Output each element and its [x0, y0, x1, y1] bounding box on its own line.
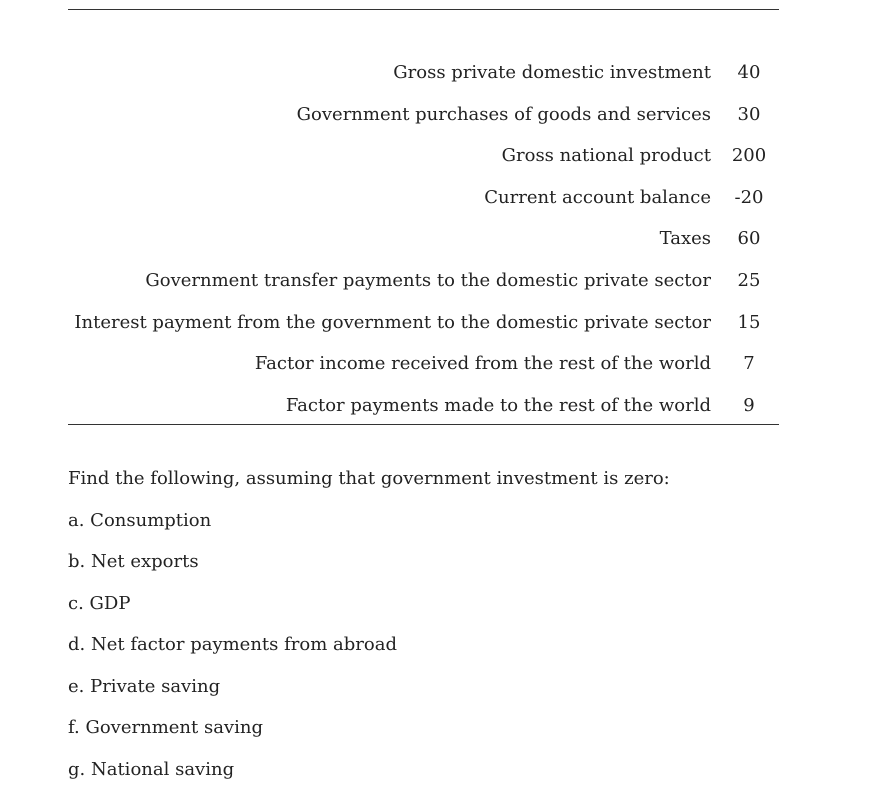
table-row: [68, 218, 779, 260]
data-table: [68, 52, 779, 426]
question-prompt: Find the following, assuming that government investment is zero:: [68, 468, 670, 489]
list-item: g. National saving: [68, 758, 235, 780]
row-label: Gross private domestic investment: [393, 62, 711, 83]
list-item: a. Consumption: [68, 509, 212, 531]
row-label: Interest payment from the government to the domestic private sector: [74, 311, 711, 333]
question-block: [68, 458, 828, 790]
row-value: 60: [737, 228, 761, 250]
list-item: c. GDP: [68, 592, 131, 614]
list-item: d. Net factor payments from abroad: [68, 634, 397, 655]
row-label: Current account balance: [484, 186, 711, 208]
list-item: f. Government saving: [68, 717, 263, 738]
row-label: Government purchases of goods and services: [296, 103, 711, 125]
table-row: [68, 135, 779, 177]
row-label: Gross national product: [501, 145, 711, 167]
table-row: [68, 343, 779, 385]
table-row: [68, 260, 779, 302]
table-row: [68, 52, 779, 94]
list-item: e. Private saving: [68, 675, 221, 697]
row-label: Factor payments made to the rest of the world: [285, 394, 711, 416]
row-value: 9: [743, 394, 755, 416]
row-value: -20: [734, 186, 764, 208]
table-row: [68, 94, 779, 136]
table-row: [68, 385, 779, 427]
row-label: Government transfer payments to the domestic private sector: [145, 269, 711, 291]
row-value: 30: [737, 103, 761, 125]
table-bottom-rule: [68, 424, 779, 425]
table-row: [68, 302, 779, 344]
table-row: [68, 177, 779, 219]
row-value: 25: [737, 269, 761, 291]
row-label: Factor income received from the rest of the world: [254, 353, 711, 375]
list-item: b. Net exports: [68, 551, 199, 572]
row-value: 7: [743, 353, 755, 375]
row-label: Taxes: [659, 228, 711, 250]
table-top-rule: [68, 9, 779, 10]
row-value: 40: [737, 62, 761, 83]
row-value: 15: [737, 311, 761, 333]
row-value: 200: [731, 145, 767, 167]
